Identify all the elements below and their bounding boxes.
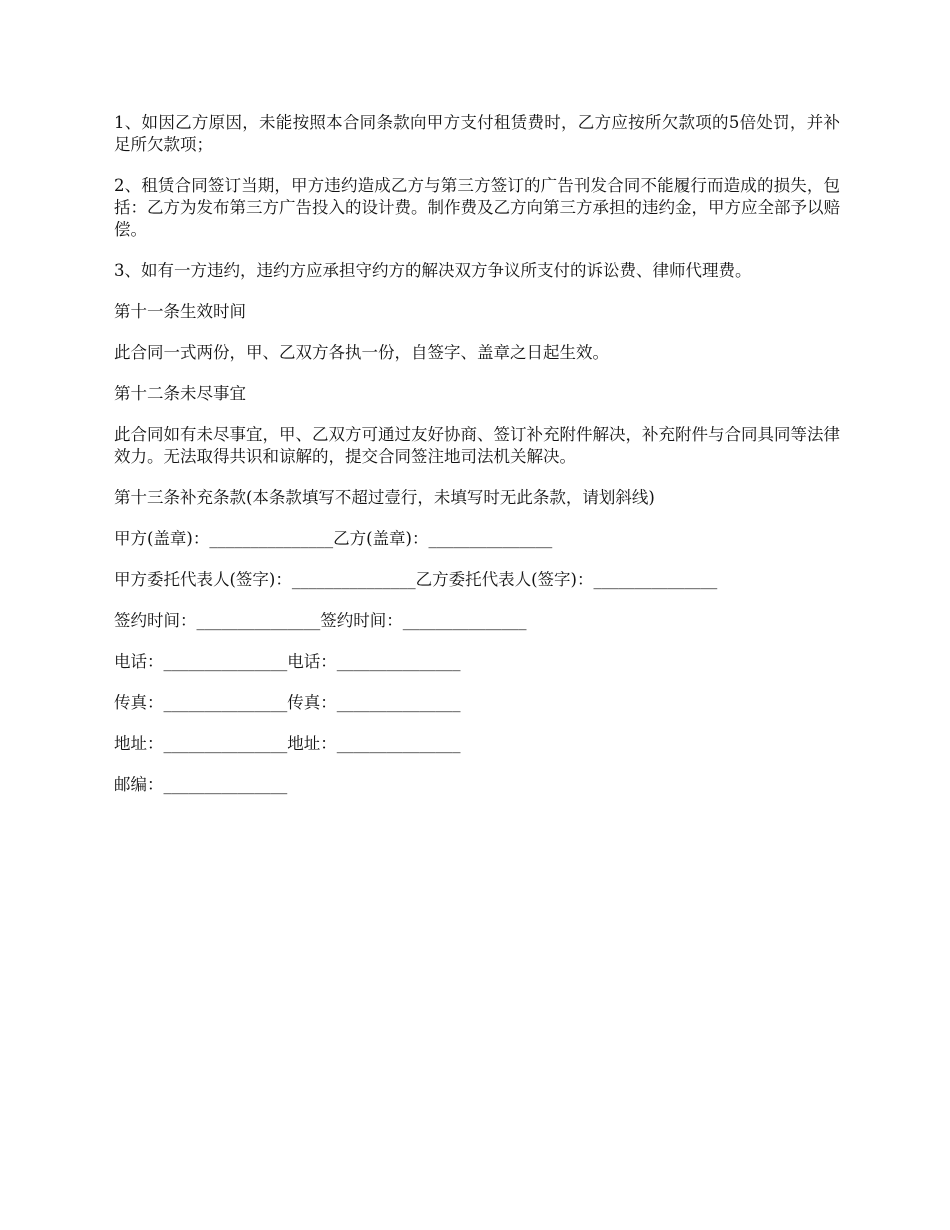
article-11-heading: 第十一条生效时间 [114, 302, 246, 321]
signing-date-line: 签约时间：_______________签约时间：_______________ [114, 611, 527, 630]
article-13-heading: 第十三条补充条款(本条款填写不超过壹行，未填写时无此条款，请划斜线) [114, 488, 655, 507]
document-page [114, 112, 840, 815]
seal-line: 甲方(盖章)：_______________乙方(盖章)：_______________ [114, 529, 553, 548]
phone-line: 电话：_______________电话：_______________ [114, 652, 461, 671]
penalty-clause-3: 3、如有一方违约，违约方应承担守约方的解决双方争议所支付的诉讼费、律师代理费。 [114, 261, 752, 280]
article-12-text: 此合同如有未尽事宜，甲、乙双方可通过友好协商、签订补充附件解决，补充附件与合同具同等法律效力。无法取得共识和谅解的，提交合同签注地司法机关解决。 [114, 425, 840, 466]
fax-line: 传真：_______________传真：_______________ [114, 693, 461, 712]
representative-signature-line: 甲方委托代表人(签字)：_______________乙方委托代表人(签字)：_______________ [114, 570, 718, 589]
article-11-text: 此合同一式两份，甲、乙双方各执一份，自签字、盖章之日起生效。 [114, 343, 609, 362]
penalty-clause-2: 2、租赁合同签订当期，甲方违约造成乙方与第三方签订的广告刊发合同不能履行而造成的损失，包括：乙方为发布第三方广告投入的设计费。制作费及乙方向第三方承担的违约金，甲方应全部予以赔偿。 [114, 176, 840, 239]
penalty-clause-1: 1、如因乙方原因，未能按照本合同条款向甲方支付租赁费时，乙方应按所欠款项的5倍处罚，并补足所欠款项； [114, 113, 840, 154]
article-12-heading: 第十二条未尽事宜 [114, 384, 246, 403]
address-line: 地址：_______________地址：_______________ [114, 734, 461, 753]
postcode-line: 邮编：_______________ [114, 775, 288, 794]
